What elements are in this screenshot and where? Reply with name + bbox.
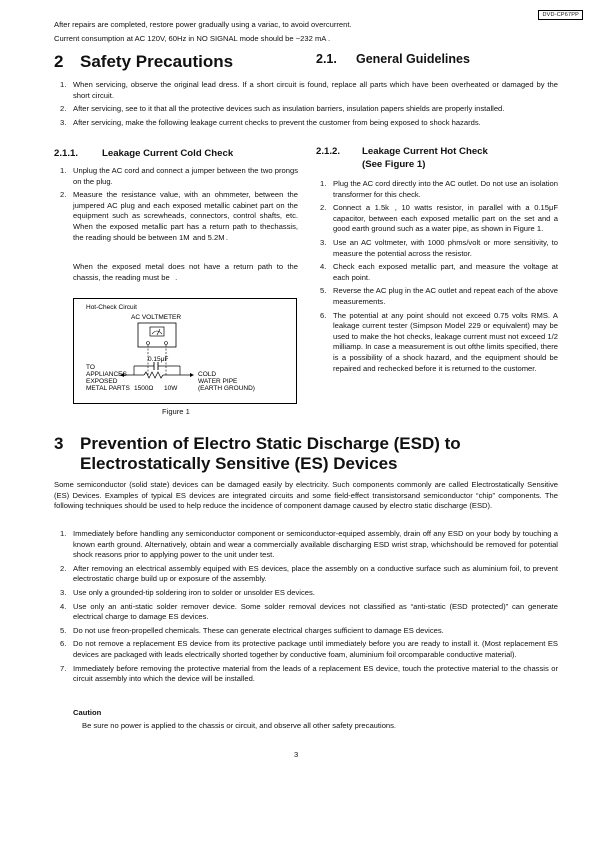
list-item: 3. After servicing, make the following leakage current checks to prevent the customer from being exposed to shock hazards.	[60, 117, 481, 127]
list-item: 7. Immediately before removing the protective material from the leads of a replacement ES device, touch the protective material to the chassis or circuit assembly into which the device will be installed.	[60, 663, 558, 684]
general-guidelines-list	[60, 80, 558, 131]
capacitor-label: 0.15μF	[148, 356, 169, 363]
list-item: 4. Use only an anti-static solder remover device. Some solder removal devices not classified as “anti-static (ESD protected)” can generate electrical charge to damage ES devices.	[60, 601, 558, 622]
list-item: 1. Immediately before handling any semiconductor component or semiconductor-equiped assembly, drain off any ESD on your body by touching a known earth ground. Alternatively, obtain and wear a commercially available discharging ESD wrist strap, whichshould be removed for potential shock reasons prior to applying power to the unit under test.	[60, 529, 558, 560]
figure-title: Hot-Check Circuit	[86, 304, 137, 311]
svg-text:WATER PIPE: WATER PIPE	[198, 378, 238, 385]
list-item: 3. Use an AC voltmeter, with 1000 phms/volt or more sensitivity, to measure the potential across the resistor.	[320, 237, 558, 258]
cold-check-list	[60, 166, 298, 246]
cold-check-number: 2.1.1.	[54, 148, 79, 159]
header-line-2: Current consumption at AC 120V, 60Hz in NO SIGNAL mode should be ~232 mA .	[54, 34, 331, 43]
list-item: 3. Use only a grounded-tip soldering iron to solder or unsolder ES devices.	[60, 587, 315, 597]
svg-text:COLD: COLD	[198, 371, 217, 378]
hot-check-title: Leakage Current Hot Check	[362, 146, 488, 157]
section-2-1-number: 2.1.	[316, 52, 337, 66]
list-item: 1. When servicing, observe the original lead dress. If a short circuit is found, replace all parts which have been overheated or damaged by the short circuit.	[60, 80, 558, 100]
hot-check-subtitle: (See Figure 1)	[362, 159, 426, 170]
section-3-title-line-1: Prevention of Electro Static Discharge (ESD) to	[80, 434, 461, 453]
svg-text:TO: TO	[86, 364, 95, 371]
resistor-label: 1500Ω	[134, 385, 154, 392]
resistor-symbol	[144, 372, 163, 378]
esd-techniques-list	[60, 529, 558, 688]
section-2-number: 2	[54, 52, 64, 71]
list-item: 4. Check each exposed metallic part, and measure the voltage at each point.	[320, 262, 558, 282]
hot-check-number: 2.1.2.	[316, 146, 341, 157]
caution-text: Be sure no power is applied to the chassis or circuit, and observe all other safety precautions.	[82, 721, 397, 730]
list-item: 5. Reverse the AC plug in the AC outlet and repeat each of the above measurements.	[320, 286, 558, 306]
hot-check-figure	[73, 298, 297, 404]
header-line-1: After repairs are completed, restore power gradually using a variac, to avoid overcurrent.	[54, 20, 352, 29]
list-item: 2. After servicing, see to it that all the protective devices such as insulation barriers, insulation papers shields are properly installed.	[60, 104, 505, 114]
svg-text:EXPOSED: EXPOSED	[86, 378, 118, 385]
section-2-title: Safety Precautions	[80, 52, 234, 71]
list-item: 1. Unplug the AC cord and connect a jumper between the two prongs on the plug.	[60, 166, 298, 186]
svg-text:METAL PARTS: METAL PARTS	[86, 385, 130, 392]
meter-label: AC VOLTMETER	[131, 314, 182, 321]
list-item: 2. Measure the resistance value, with an ohmmeter, between the jumpered AC plug and each exposed metallic cabinet part on the equipment such as screwheads, connectors, control shafts, etc. When the exposed metallic part has a return path to thechassis, the reading should be between 1M and 5.2M .	[60, 190, 298, 242]
cold-check-note: When the exposed metal does not have a return path to the chassis, the reading must be .	[73, 262, 298, 282]
list-item: 6. Do not remove a replacement ES device from its protective package until immediately before you are ready to install it. (Most replacement ES devices are packaged with leads electrically shorted together by conductive foam, aluminium foil orcomparable conductive material).	[60, 639, 558, 659]
list-item: 6. The potential at any point should not exceed 0.75 volts RMS. A leakage current tester (Simpson Model 229 or equivalent) may be used to make the hot checks, leakage current must not exceed 1/2 milliamp. In case a measurement is out ofthe limits specified, there is a possibility of a shock hazard, and the equipment should be repaired and rechecked before it is returned to the customer.	[320, 310, 558, 373]
section-3-number: 3	[54, 434, 64, 453]
list-item: 2. Connect a 1.5k , 10 watts resistor, in parallel with a 0.15μF capacitor, between each exposed metallic part on the set and a good earth ground such as a water pipe, as shown in Figure 1.	[320, 203, 558, 234]
svg-text:(EARTH GROUND): (EARTH GROUND)	[198, 385, 255, 392]
list-item: 5. Do not use freon-propelled chemicals. These can generate electrical charges sufficient to damage ES devices.	[60, 625, 444, 635]
esd-intro-paragraph: Some semiconductor (solid state) devices can be damaged easily by electricity. Such components commonly are called Electrostatically Sensitive (ES) Devices. Examples of typical ES devices are integrated circuits and some field-effect transistorsand semiconductor “chip” components. The following techniques should be used to help reduce the incidence of component damage caused by electro static discharge (ESD).	[54, 480, 558, 511]
section-2-1-title: General Guidelines	[356, 52, 470, 66]
section-3-title-line-2: Electrostatically Sensitive (ES) Devices	[80, 454, 398, 473]
page-number: 3	[294, 750, 299, 759]
watt-label: 10W	[164, 385, 178, 392]
arrow-right-icon	[190, 373, 194, 377]
svg-text:APPLIANCES: APPLIANCES	[86, 371, 127, 378]
hot-check-circuit-diagram	[74, 299, 296, 403]
list-item: 1. Plug the AC cord directly into the AC outlet. Do not use an isolation transformer for this check.	[320, 179, 558, 199]
figure-caption: Figure 1	[162, 407, 190, 416]
caution-label: Caution	[73, 708, 102, 717]
cold-check-title: Leakage Current Cold Check	[102, 148, 234, 159]
hot-check-list	[320, 179, 558, 377]
list-item: 2. After removing an electrical assembly equiped with ES devices, place the assembly on a conductive surface such as aluminium foil, to prevent electrostatic charge build up or exposure of the assembly.	[60, 563, 558, 584]
model-number-box: DVD-CP67PP	[538, 10, 583, 20]
